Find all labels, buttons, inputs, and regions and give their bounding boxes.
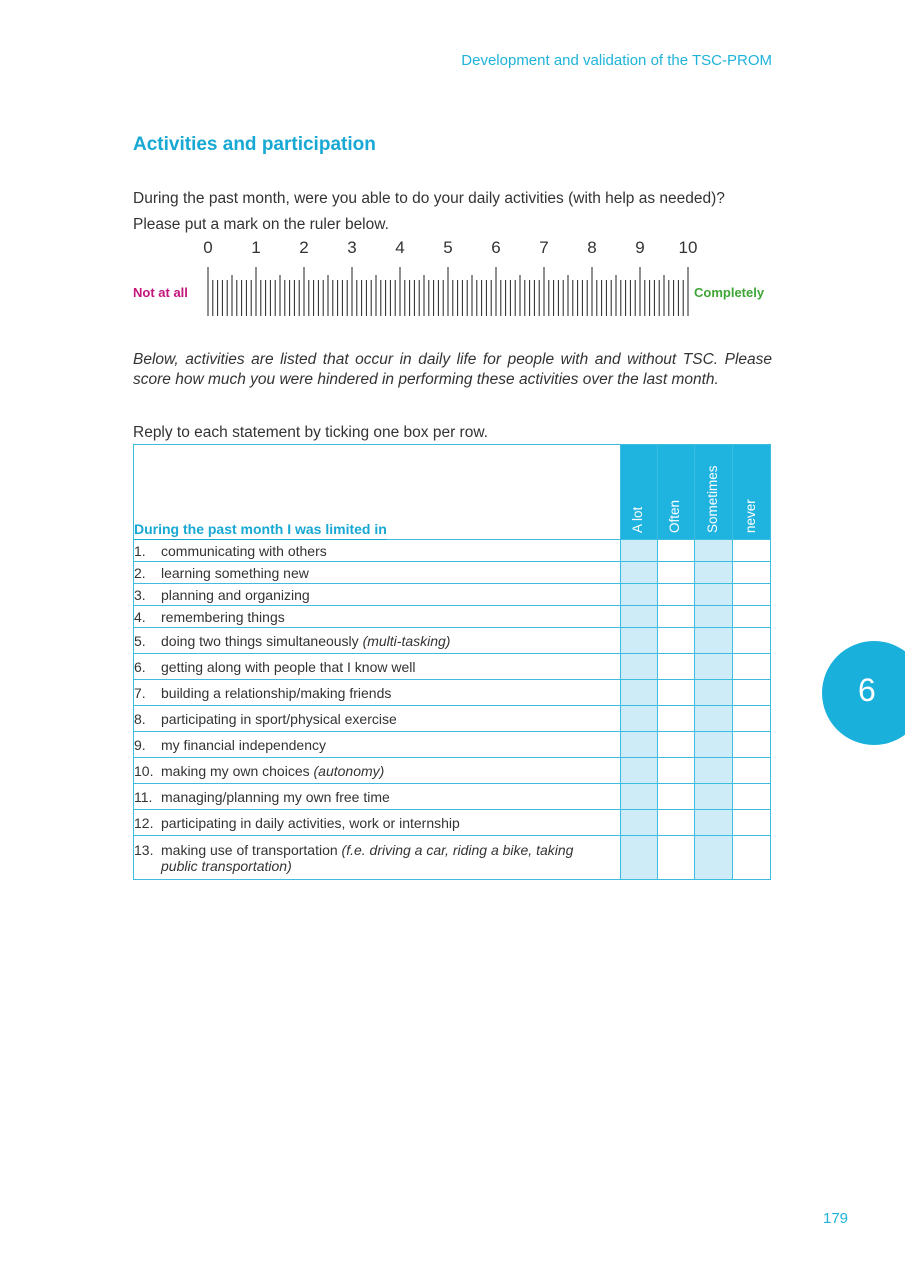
item-number: 12. — [134, 814, 154, 831]
item-number: 8. — [134, 710, 146, 727]
table-row — [134, 784, 771, 810]
checkbox-never[interactable] — [733, 562, 771, 584]
item-number: 7. — [134, 684, 146, 701]
limitation-table — [133, 444, 771, 880]
reply-instruction: Reply to each statement by ticking one box per row. — [133, 424, 488, 441]
item-text: remembering things — [161, 608, 285, 625]
checkbox-a-lot[interactable] — [621, 732, 658, 758]
item-text-wrap — [161, 659, 606, 675]
col-label-sometimes: Sometimes — [704, 465, 720, 533]
ruler-label-completely: Completely — [694, 285, 765, 300]
item-label — [134, 784, 621, 810]
checkbox-a-lot[interactable] — [621, 836, 658, 880]
section-title: Activities and participation — [133, 134, 376, 155]
checkbox-sometimes[interactable] — [695, 562, 733, 584]
item-number: 4. — [134, 608, 146, 625]
item-text-wrap — [161, 609, 606, 625]
item-label — [134, 680, 621, 706]
checkbox-a-lot[interactable] — [621, 606, 658, 628]
checkbox-often[interactable] — [658, 810, 695, 836]
item-text: my financial independency — [161, 736, 326, 753]
col-label-a-lot: A lot — [630, 506, 645, 533]
item-label — [134, 606, 621, 628]
item-text: planning and organizing — [161, 586, 310, 603]
item-number: 5. — [134, 632, 146, 649]
chapter-tab — [822, 641, 905, 745]
item-text-wrap — [161, 842, 606, 874]
ruler-number: 5 — [443, 238, 453, 257]
col-header-a-lot — [621, 445, 658, 540]
checkbox-never[interactable] — [733, 758, 771, 784]
checkbox-often[interactable] — [658, 540, 695, 562]
checkbox-sometimes[interactable] — [695, 732, 733, 758]
item-label — [134, 654, 621, 680]
checkbox-a-lot[interactable] — [621, 628, 658, 654]
table-row — [134, 540, 771, 562]
item-number: 13. — [134, 841, 154, 858]
checkbox-a-lot[interactable] — [621, 784, 658, 810]
item-text-wrap — [161, 565, 606, 581]
item-number: 3. — [134, 586, 146, 603]
item-text: building a relationship/making friends — [161, 684, 392, 701]
item-text: doing two things simultaneously — [161, 632, 363, 649]
chapter-number: 6 — [858, 672, 876, 708]
table-row — [134, 732, 771, 758]
table-row — [134, 584, 771, 606]
item-text-wrap — [161, 685, 606, 701]
item-subtext: (f.e. driving a car, riding a bike, taking public transportation) — [161, 841, 574, 874]
ruler-number: 10 — [678, 238, 698, 257]
col-header-sometimes — [695, 445, 733, 540]
checkbox-often[interactable] — [658, 606, 695, 628]
checkbox-never[interactable] — [733, 810, 771, 836]
checkbox-often[interactable] — [658, 784, 695, 810]
item-label — [134, 706, 621, 732]
checkbox-never[interactable] — [733, 654, 771, 680]
col-header-never — [733, 445, 771, 540]
item-text-wrap — [161, 711, 606, 727]
checkbox-a-lot[interactable] — [621, 680, 658, 706]
item-number: 10. — [134, 762, 154, 779]
item-text: making use of transportation — [161, 841, 342, 858]
checkbox-often[interactable] — [658, 706, 695, 732]
checkbox-a-lot[interactable] — [621, 562, 658, 584]
checkbox-never[interactable] — [733, 540, 771, 562]
checkbox-often[interactable] — [658, 836, 695, 880]
item-text-wrap — [161, 789, 606, 805]
table-row — [134, 606, 771, 628]
item-number: 1. — [134, 542, 146, 559]
checkbox-never[interactable] — [733, 606, 771, 628]
ruler-number: 2 — [299, 238, 309, 257]
checkbox-sometimes[interactable] — [695, 706, 733, 732]
table-row — [134, 654, 771, 680]
checkbox-often[interactable] — [658, 584, 695, 606]
checkbox-never[interactable] — [733, 732, 771, 758]
question-line-2: Please put a mark on the ruler below. — [133, 216, 389, 233]
item-text-wrap — [161, 815, 606, 831]
page-number: 179 — [823, 1210, 849, 1227]
item-text: communicating with others — [161, 542, 327, 559]
checkbox-sometimes[interactable] — [695, 680, 733, 706]
item-text-wrap — [161, 633, 606, 649]
item-text-wrap — [161, 763, 606, 779]
col-label-never: never — [742, 499, 758, 533]
table-row — [134, 706, 771, 732]
item-text: managing/planning my own free time — [161, 788, 390, 805]
running-header: Development and validation of the TSC-PROM — [461, 52, 772, 69]
table-header-row — [134, 445, 771, 540]
checkbox-a-lot[interactable] — [621, 706, 658, 732]
checkbox-often[interactable] — [658, 562, 695, 584]
item-label — [134, 562, 621, 584]
item-text-wrap — [161, 543, 606, 559]
checkbox-often[interactable] — [658, 732, 695, 758]
checkbox-sometimes[interactable] — [695, 758, 733, 784]
checkbox-often[interactable] — [658, 628, 695, 654]
item-text: making my own choices — [161, 762, 314, 779]
item-label — [134, 628, 621, 654]
checkbox-never[interactable] — [733, 628, 771, 654]
item-number: 9. — [134, 736, 146, 753]
item-number: 2. — [134, 564, 146, 581]
ruler-number: 0 — [203, 238, 213, 257]
item-subtext: (multi-tasking) — [362, 632, 451, 649]
checkbox-often[interactable] — [658, 654, 695, 680]
question-line-1: During the past month, were you able to do your daily activities (with help as needed)? — [133, 190, 725, 207]
checkbox-sometimes[interactable] — [695, 606, 733, 628]
checkbox-never[interactable] — [733, 784, 771, 810]
checkbox-sometimes[interactable] — [695, 810, 733, 836]
ruler-number: 8 — [587, 238, 597, 257]
checkbox-never[interactable] — [733, 680, 771, 706]
checkbox-sometimes[interactable] — [695, 540, 733, 562]
checkbox-sometimes[interactable] — [695, 654, 733, 680]
checkbox-often[interactable] — [658, 680, 695, 706]
ruler-question — [133, 186, 773, 238]
table-row — [134, 758, 771, 784]
item-number: 11. — [134, 788, 153, 805]
ruler-label-not-at-all: Not at all — [133, 285, 188, 300]
item-label — [134, 584, 621, 606]
table-row — [134, 562, 771, 584]
item-label — [134, 836, 621, 880]
item-label — [134, 758, 621, 784]
item-text: getting along with people that I know well — [161, 658, 416, 675]
item-text: participating in daily activities, work or internship — [161, 814, 460, 831]
ruler-number: 6 — [491, 238, 501, 257]
checkbox-a-lot[interactable] — [621, 654, 658, 680]
table-heading-cell — [134, 445, 621, 540]
checkbox-never[interactable] — [733, 584, 771, 606]
instructions-text: Below, activities are listed that occur in daily life for people with and without TSC. Please score how much you were hindered in performing these activities over the last month. — [133, 351, 772, 388]
rating-ruler[interactable] — [133, 238, 773, 322]
table-row — [134, 680, 771, 706]
item-label — [134, 732, 621, 758]
checkbox-a-lot[interactable] — [621, 758, 658, 784]
item-label — [134, 540, 621, 562]
checkbox-sometimes[interactable] — [695, 628, 733, 654]
ruler-number: 9 — [635, 238, 645, 257]
item-subtext: (autonomy) — [313, 762, 385, 779]
ruler-number: 4 — [395, 238, 405, 257]
item-label — [134, 810, 621, 836]
ruler-number: 7 — [539, 238, 549, 257]
item-text-wrap — [161, 587, 606, 603]
checkbox-sometimes[interactable] — [695, 584, 733, 606]
checkbox-sometimes[interactable] — [695, 836, 733, 880]
ruler-number: 1 — [251, 238, 261, 257]
table-row — [134, 628, 771, 654]
ruler-ticks[interactable] — [133, 238, 773, 322]
table-row — [134, 810, 771, 836]
item-text: participating in sport/physical exercise — [161, 710, 397, 727]
checkbox-often[interactable] — [658, 758, 695, 784]
col-header-often — [658, 445, 695, 540]
checkbox-a-lot[interactable] — [621, 584, 658, 606]
col-label-often: Often — [667, 499, 682, 533]
table-body — [134, 540, 771, 880]
checkbox-sometimes[interactable] — [695, 784, 733, 810]
table-heading: During the past month I was limited in — [134, 521, 387, 540]
item-text: learning something new — [161, 564, 309, 581]
ruler-number: 3 — [347, 238, 357, 257]
checkbox-a-lot[interactable] — [621, 540, 658, 562]
item-number: 6. — [134, 658, 146, 675]
checkbox-never[interactable] — [733, 836, 771, 880]
checkbox-a-lot[interactable] — [621, 810, 658, 836]
checkbox-never[interactable] — [733, 706, 771, 732]
item-text-wrap — [161, 737, 606, 753]
table-row — [134, 836, 771, 880]
